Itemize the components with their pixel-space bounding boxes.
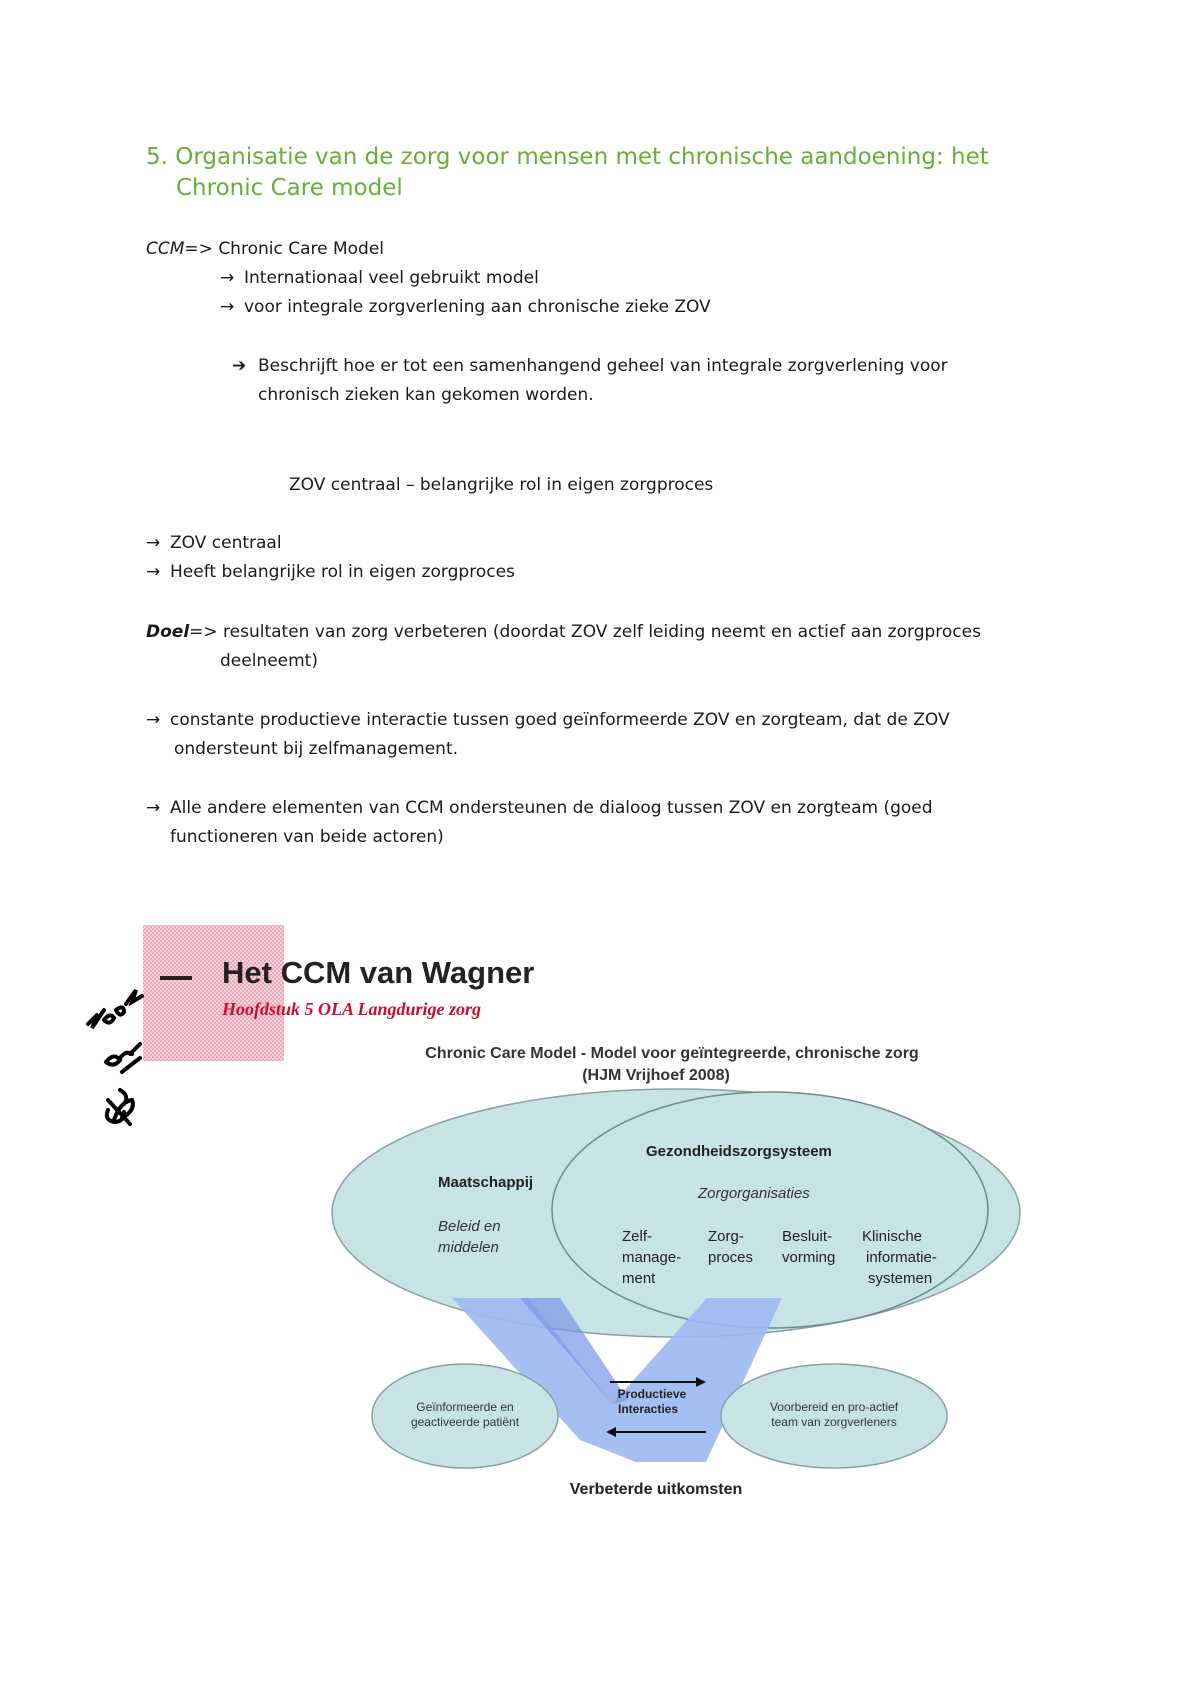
section-title-line1: Organisatie van de zorg voor mensen met chronische aandoening: het	[175, 144, 989, 170]
health-system-label: Gezondheidszorgsysteem	[646, 1143, 832, 1160]
ccm-rest: => Chronic Care Model	[184, 239, 385, 259]
ccm-description-line2: chronisch zieken kan gekomen worden.	[258, 385, 594, 405]
svg-text:Voorbereid en pro-actief: Voorbereid en pro-actief	[769, 1400, 899, 1414]
interactie-paragraph: → constante productieve interactie tussen goed geïnformeerde ZOV en zorgteam, dat de ZOV	[146, 706, 950, 735]
svg-text:Interacties: Interacties	[617, 1402, 679, 1416]
arrow-icon: →	[220, 297, 235, 317]
ccm-point-1: → Internationaal veel gebruikt model	[220, 264, 539, 293]
arrow-icon: →	[146, 710, 161, 730]
svg-text:team van zorgverleners: team van zorgverleners	[771, 1415, 897, 1429]
pink-decor-box	[143, 925, 284, 1061]
svg-text:manage-: manage-	[622, 1249, 682, 1266]
society-label: Maatschappij	[438, 1174, 534, 1191]
handwritten-scribble	[88, 990, 142, 1124]
svg-text:ment: ment	[622, 1270, 656, 1287]
doel-label: Doel	[146, 622, 190, 642]
ccm-label: CCM	[146, 239, 185, 259]
svg-text:Zelf-: Zelf-	[622, 1228, 652, 1245]
elementen-paragraph: → Alle andere elementen van CCM ondersteunen de dialoog tussen ZOV en zorgteam (goed	[146, 794, 933, 823]
section-number: 5.	[146, 144, 168, 170]
zov-summary: ZOV centraal – belangrijke rol in eigen zorgproces	[289, 475, 714, 495]
svg-text:Besluit-: Besluit-	[782, 1228, 833, 1245]
slide-title: Het CCM van Wagner	[222, 955, 535, 990]
interactie-line2: ondersteunt bij zelfmanagement.	[174, 739, 459, 759]
diagram-title-source: (HJM Vrijhoef 2008)	[582, 1067, 730, 1084]
svg-text:Klinische: Klinische	[862, 1228, 923, 1245]
svg-text:Geïnformeerde en: Geïnformeerde en	[416, 1400, 514, 1414]
zov-point-2: → Heeft belangrijke rol in eigen zorgproces	[146, 558, 515, 587]
elementen-line2: functioneren van beide actoren)	[170, 827, 444, 847]
bold-arrow-icon: ➔	[232, 356, 247, 376]
center-label: Productieve	[617, 1387, 687, 1401]
slide-subtitle: Hoofdstuk 5 OLA Langdurige zorg	[222, 999, 482, 1019]
svg-text:vorming: vorming	[782, 1249, 836, 1266]
doel-line2: deelneemt)	[220, 651, 318, 671]
svg-text:middelen: middelen	[438, 1239, 499, 1256]
zov-point-1: → ZOV centraal	[146, 529, 282, 558]
svg-text:Beleid en: Beleid en	[438, 1218, 501, 1235]
svg-text:systemen: systemen	[868, 1270, 933, 1287]
outcome-label: Verbeterde uitkomsten	[569, 1481, 743, 1498]
health-system-ellipse	[552, 1092, 988, 1328]
doel-paragraph: Doel=> resultaten van zorg verbeteren (doordat ZOV zelf leiding neemt en actief aan zorgproces	[146, 622, 981, 642]
arrow-icon: →	[146, 562, 161, 582]
ccm-point-2: → voor integrale zorgverlening aan chronische zieke ZOV	[220, 293, 711, 322]
section-title-line2: Chronic Care model	[176, 175, 403, 201]
svg-text:Zorg-: Zorg-	[708, 1228, 744, 1245]
arrow-icon: →	[146, 798, 161, 818]
svg-text:informatie-: informatie-	[866, 1249, 937, 1266]
arrow-icon: →	[220, 268, 235, 288]
svg-text:geactiveerde patiënt: geactiveerde patiënt	[410, 1415, 520, 1429]
svg-text:proces: proces	[708, 1249, 754, 1266]
care-orgs-label: Zorgorganisaties	[698, 1185, 810, 1202]
arrow-icon: →	[146, 533, 161, 553]
ccm-description: ➔ Beschrijft hoe er tot een samenhangend geheel van integrale zorgverlening voor	[232, 352, 948, 381]
diagram-title: Chronic Care Model - Model voor geïntegreerde, chronische zorg	[425, 1045, 919, 1062]
